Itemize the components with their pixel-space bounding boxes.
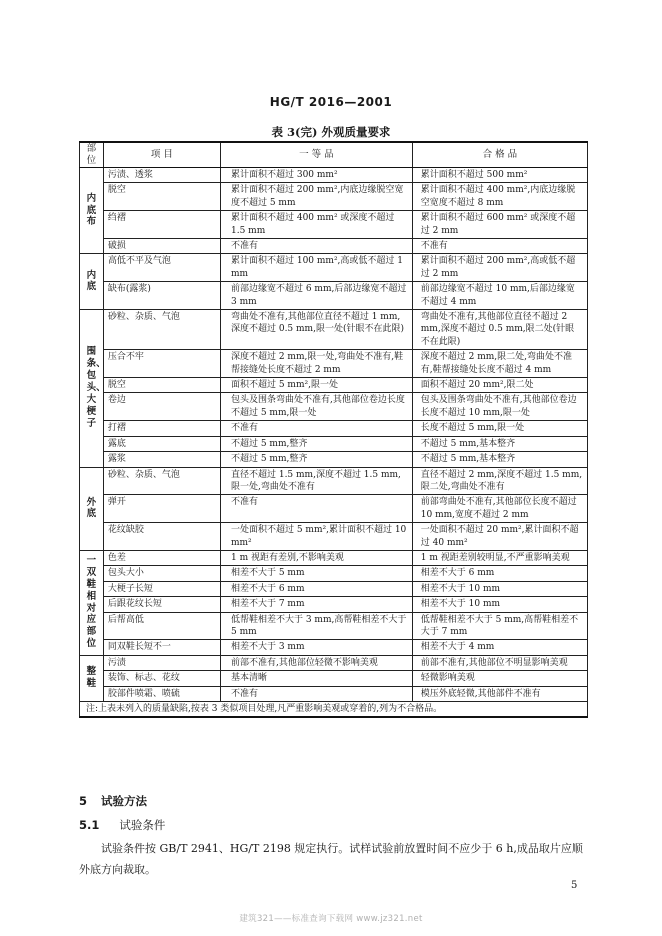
table-row (80, 310, 588, 350)
first-grade-cell: 不准有 (220, 421, 412, 436)
first-grade-cell: 深度不超过 2 mm,限一处,弯曲处不准有,鞋帮接缝处长度不超过 2 mm (220, 350, 412, 378)
item-cell: 破损 (103, 239, 220, 254)
first-grade-cell: 弯曲处不准有,其他部位直径不超过 1 mm,深度不超过 0.5 mm,限一处(针眼不在此限) (220, 310, 412, 350)
category-label: 外底 (86, 496, 97, 520)
table-row (80, 378, 588, 393)
first-grade-cell: 一处面积不超过 5 mm²,累计面积不超过 10 mm² (220, 523, 412, 551)
table-note: 注:上表未列入的质量缺陷,按表 3 类似项目处理,凡严重影响美观或穿着的,列为不合格品。 (80, 702, 588, 718)
table-row (80, 550, 588, 565)
category-label: 内底布 (86, 192, 97, 228)
item-cell: 同双鞋长短不一 (103, 640, 220, 655)
table-row (80, 581, 588, 596)
table-row (80, 350, 588, 378)
first-grade-cell: 前部不准有,其他部位轻微不影响美观 (220, 655, 412, 670)
category-cell (80, 467, 104, 550)
table-row (80, 523, 588, 551)
test-conditions-paragraph: 试验条件按 GB/T 2941、HG/T 2198 规定执行。试样试验前放置时间不应少于 6 h,成品取片应顺外底方向裁取。 (79, 842, 583, 876)
item-cell: 花纹缺胶 (103, 523, 220, 551)
item-cell: 大梗子长短 (103, 581, 220, 596)
table-caption: 表 3(完) 外观质量要求 (271, 125, 391, 139)
table-note-row (80, 702, 588, 718)
table-row (80, 452, 588, 467)
item-cell: 色差 (103, 550, 220, 565)
item-cell: 胶部件喷霜、喷硫 (103, 686, 220, 701)
table-row (80, 393, 588, 421)
item-cell: 脱空 (103, 183, 220, 211)
category-label: 一双鞋相对应部位 (86, 555, 97, 650)
qualified-grade-cell: 低帮鞋相差不大于 5 mm,高帮鞋相差不大于 7 mm (412, 612, 587, 640)
first-grade-cell: 累计面积不超过 300 mm² (220, 167, 412, 182)
qualified-grade-cell: 一处面积不超过 20 mm²,累计面积不超过 40 mm² (412, 523, 587, 551)
qualified-grade-cell: 弯曲处不准有,其他部位直径不超过 2 mm,深度不超过 0.5 mm,限二处(针眼不在此限) (412, 310, 587, 350)
table-header-row (80, 142, 588, 167)
first-grade-cell: 直径不超过 1.5 mm,深度不超过 1.5 mm,限一处,弯曲处不准有 (220, 467, 412, 495)
item-cell: 缺布(露浆) (103, 282, 220, 310)
table-row (80, 686, 588, 701)
item-cell: 包头大小 (103, 566, 220, 581)
footer-watermark: 建筑321——标准查询下载网 www.jz321.net (239, 914, 423, 924)
first-grade-cell: 不准有 (220, 239, 412, 254)
qualified-grade-cell: 前部不准有,其他部位不明显影响美观 (412, 655, 587, 670)
qualified-grade-cell: 前部边缘宽不超过 10 mm,后部边缘宽不超过 4 mm (412, 282, 587, 310)
first-grade-cell: 不超过 5 mm,整齐 (220, 436, 412, 451)
item-cell: 高低不平及气泡 (103, 254, 220, 282)
first-grade-cell: 相差不大于 6 mm (220, 581, 412, 596)
item-cell: 打褶 (103, 421, 220, 436)
item-cell: 污渍、透浆 (103, 167, 220, 182)
item-cell: 装饰、标志、花纹 (103, 671, 220, 686)
table-row (80, 282, 588, 310)
item-cell: 绉褶 (103, 211, 220, 239)
qualified-grade-cell: 相差不大于 6 mm (412, 566, 587, 581)
table-row (80, 655, 588, 670)
qualified-grade-cell: 相差不大于 10 mm (412, 597, 587, 612)
section-5-title: 试验方法 (101, 794, 148, 808)
category-cell (80, 655, 104, 701)
table-row (80, 566, 588, 581)
qualified-grade-cell: 不超过 5 mm,基本整齐 (412, 452, 587, 467)
table-row (80, 183, 588, 211)
header-part: 部位 (80, 142, 104, 167)
item-cell: 卷边 (103, 393, 220, 421)
table-row (80, 597, 588, 612)
item-cell: 露浆 (103, 452, 220, 467)
item-cell: 弹开 (103, 495, 220, 523)
table-row (80, 612, 588, 640)
first-grade-cell: 不准有 (220, 686, 412, 701)
table-row (80, 254, 588, 282)
category-cell (80, 167, 104, 253)
table-row (80, 167, 588, 182)
qualified-grade-cell: 累计面积不超过 600 mm² 或深度不超过 2 mm (412, 211, 587, 239)
first-grade-cell: 低帮鞋相差不大于 3 mm,高帮鞋相差不大于 5 mm (220, 612, 412, 640)
table-row (80, 239, 588, 254)
section-5-1-number: 5.1 (79, 818, 100, 832)
first-grade-cell: 不超过 5 mm,整齐 (220, 452, 412, 467)
item-cell: 后跟花纹长短 (103, 597, 220, 612)
category-label: 内底 (86, 269, 97, 293)
qualified-grade-cell: 模压外底轻微,其他部件不准有 (412, 686, 587, 701)
qualified-grade-cell: 1 m 视距差别较明显,不严重影响美观 (412, 550, 587, 565)
standard-number-header: HG/T 2016—2001 (269, 95, 393, 109)
qualified-grade-cell: 直径不超过 2 mm,深度不超过 1.5 mm,限二处,弯曲处不准有 (412, 467, 587, 495)
first-grade-cell: 1 m 视距有差别,不影响美观 (220, 550, 412, 565)
first-grade-cell: 相差不大于 3 mm (220, 640, 412, 655)
header-first-grade: 一 等 品 (220, 142, 412, 167)
first-grade-cell: 基本清晰 (220, 671, 412, 686)
appearance-quality-table (79, 141, 588, 718)
page-number: 5 (571, 880, 578, 891)
first-grade-cell: 前部边缘宽不超过 6 mm,后部边缘宽不超过 3 mm (220, 282, 412, 310)
item-cell: 后帮高低 (103, 612, 220, 640)
item-cell: 露底 (103, 436, 220, 451)
table-row (80, 495, 588, 523)
first-grade-cell: 面积不超过 5 mm²,限一处 (220, 378, 412, 393)
category-cell (80, 254, 104, 310)
table-row (80, 467, 588, 495)
qualified-grade-cell: 不超过 5 mm,基本整齐 (412, 436, 587, 451)
first-grade-cell: 累计面积不超过 100 mm²,高或低不超过 1 mm (220, 254, 412, 282)
category-label: 围条、包头、大梗子 (86, 346, 106, 429)
category-label: 整鞋 (86, 666, 97, 690)
qualified-grade-cell: 长度不超过 5 mm,限一处 (412, 421, 587, 436)
header-qualified-grade: 合 格 品 (412, 142, 587, 167)
section-5-heading (79, 793, 147, 809)
qualified-grade-cell: 前部弯曲处不准有,其他部位长度不超过 10 mm,宽度不超过 2 mm (412, 495, 587, 523)
section-5-1-heading (79, 817, 165, 833)
first-grade-cell: 累计面积不超过 400 mm² 或深度不超过 1.5 mm (220, 211, 412, 239)
item-cell: 脱空 (103, 378, 220, 393)
item-cell: 污渍 (103, 655, 220, 670)
category-cell (80, 310, 104, 467)
qualified-grade-cell: 轻微影响美观 (412, 671, 587, 686)
qualified-grade-cell: 面积不超过 20 mm²,限二处 (412, 378, 587, 393)
first-grade-cell: 包头及围条弯曲处不准有,其他部位卷边长度不超过 5 mm,限一处 (220, 393, 412, 421)
table-row (80, 640, 588, 655)
qualified-grade-cell: 相差不大于 4 mm (412, 640, 587, 655)
first-grade-cell: 累计面积不超过 200 mm²,内底边缘脱空宽度不超过 5 mm (220, 183, 412, 211)
item-cell: 砂粒、杂质、气泡 (103, 310, 220, 350)
table-row (80, 436, 588, 451)
table-row (80, 671, 588, 686)
table-row (80, 421, 588, 436)
section-5-1-title: 试验条件 (119, 818, 166, 832)
qualified-grade-cell: 深度不超过 2 mm,限二处,弯曲处不准有,鞋帮接缝处长度不超过 4 mm (412, 350, 587, 378)
header-item: 项 目 (103, 142, 220, 167)
section-5-number: 5 (79, 794, 88, 808)
qualified-grade-cell: 累计面积不超过 400 mm²,内底边缘脱空宽度不超过 8 mm (412, 183, 587, 211)
category-cell (80, 550, 104, 655)
qualified-grade-cell: 不准有 (412, 239, 587, 254)
item-cell: 压合不牢 (103, 350, 220, 378)
qualified-grade-cell: 包头及围条弯曲处不准有,其他部位卷边长度不超过 10 mm,限一处 (412, 393, 587, 421)
first-grade-cell: 相差不大于 7 mm (220, 597, 412, 612)
qualified-grade-cell: 累计面积不超过 200 mm²,高或低不超过 2 mm (412, 254, 587, 282)
first-grade-cell: 不准有 (220, 495, 412, 523)
table-body (80, 167, 588, 701)
item-cell: 砂粒、杂质、气泡 (103, 467, 220, 495)
first-grade-cell: 相差不大于 5 mm (220, 566, 412, 581)
qualified-grade-cell: 相差不大于 10 mm (412, 581, 587, 596)
table-row (80, 211, 588, 239)
qualified-grade-cell: 累计面积不超过 500 mm² (412, 167, 587, 182)
